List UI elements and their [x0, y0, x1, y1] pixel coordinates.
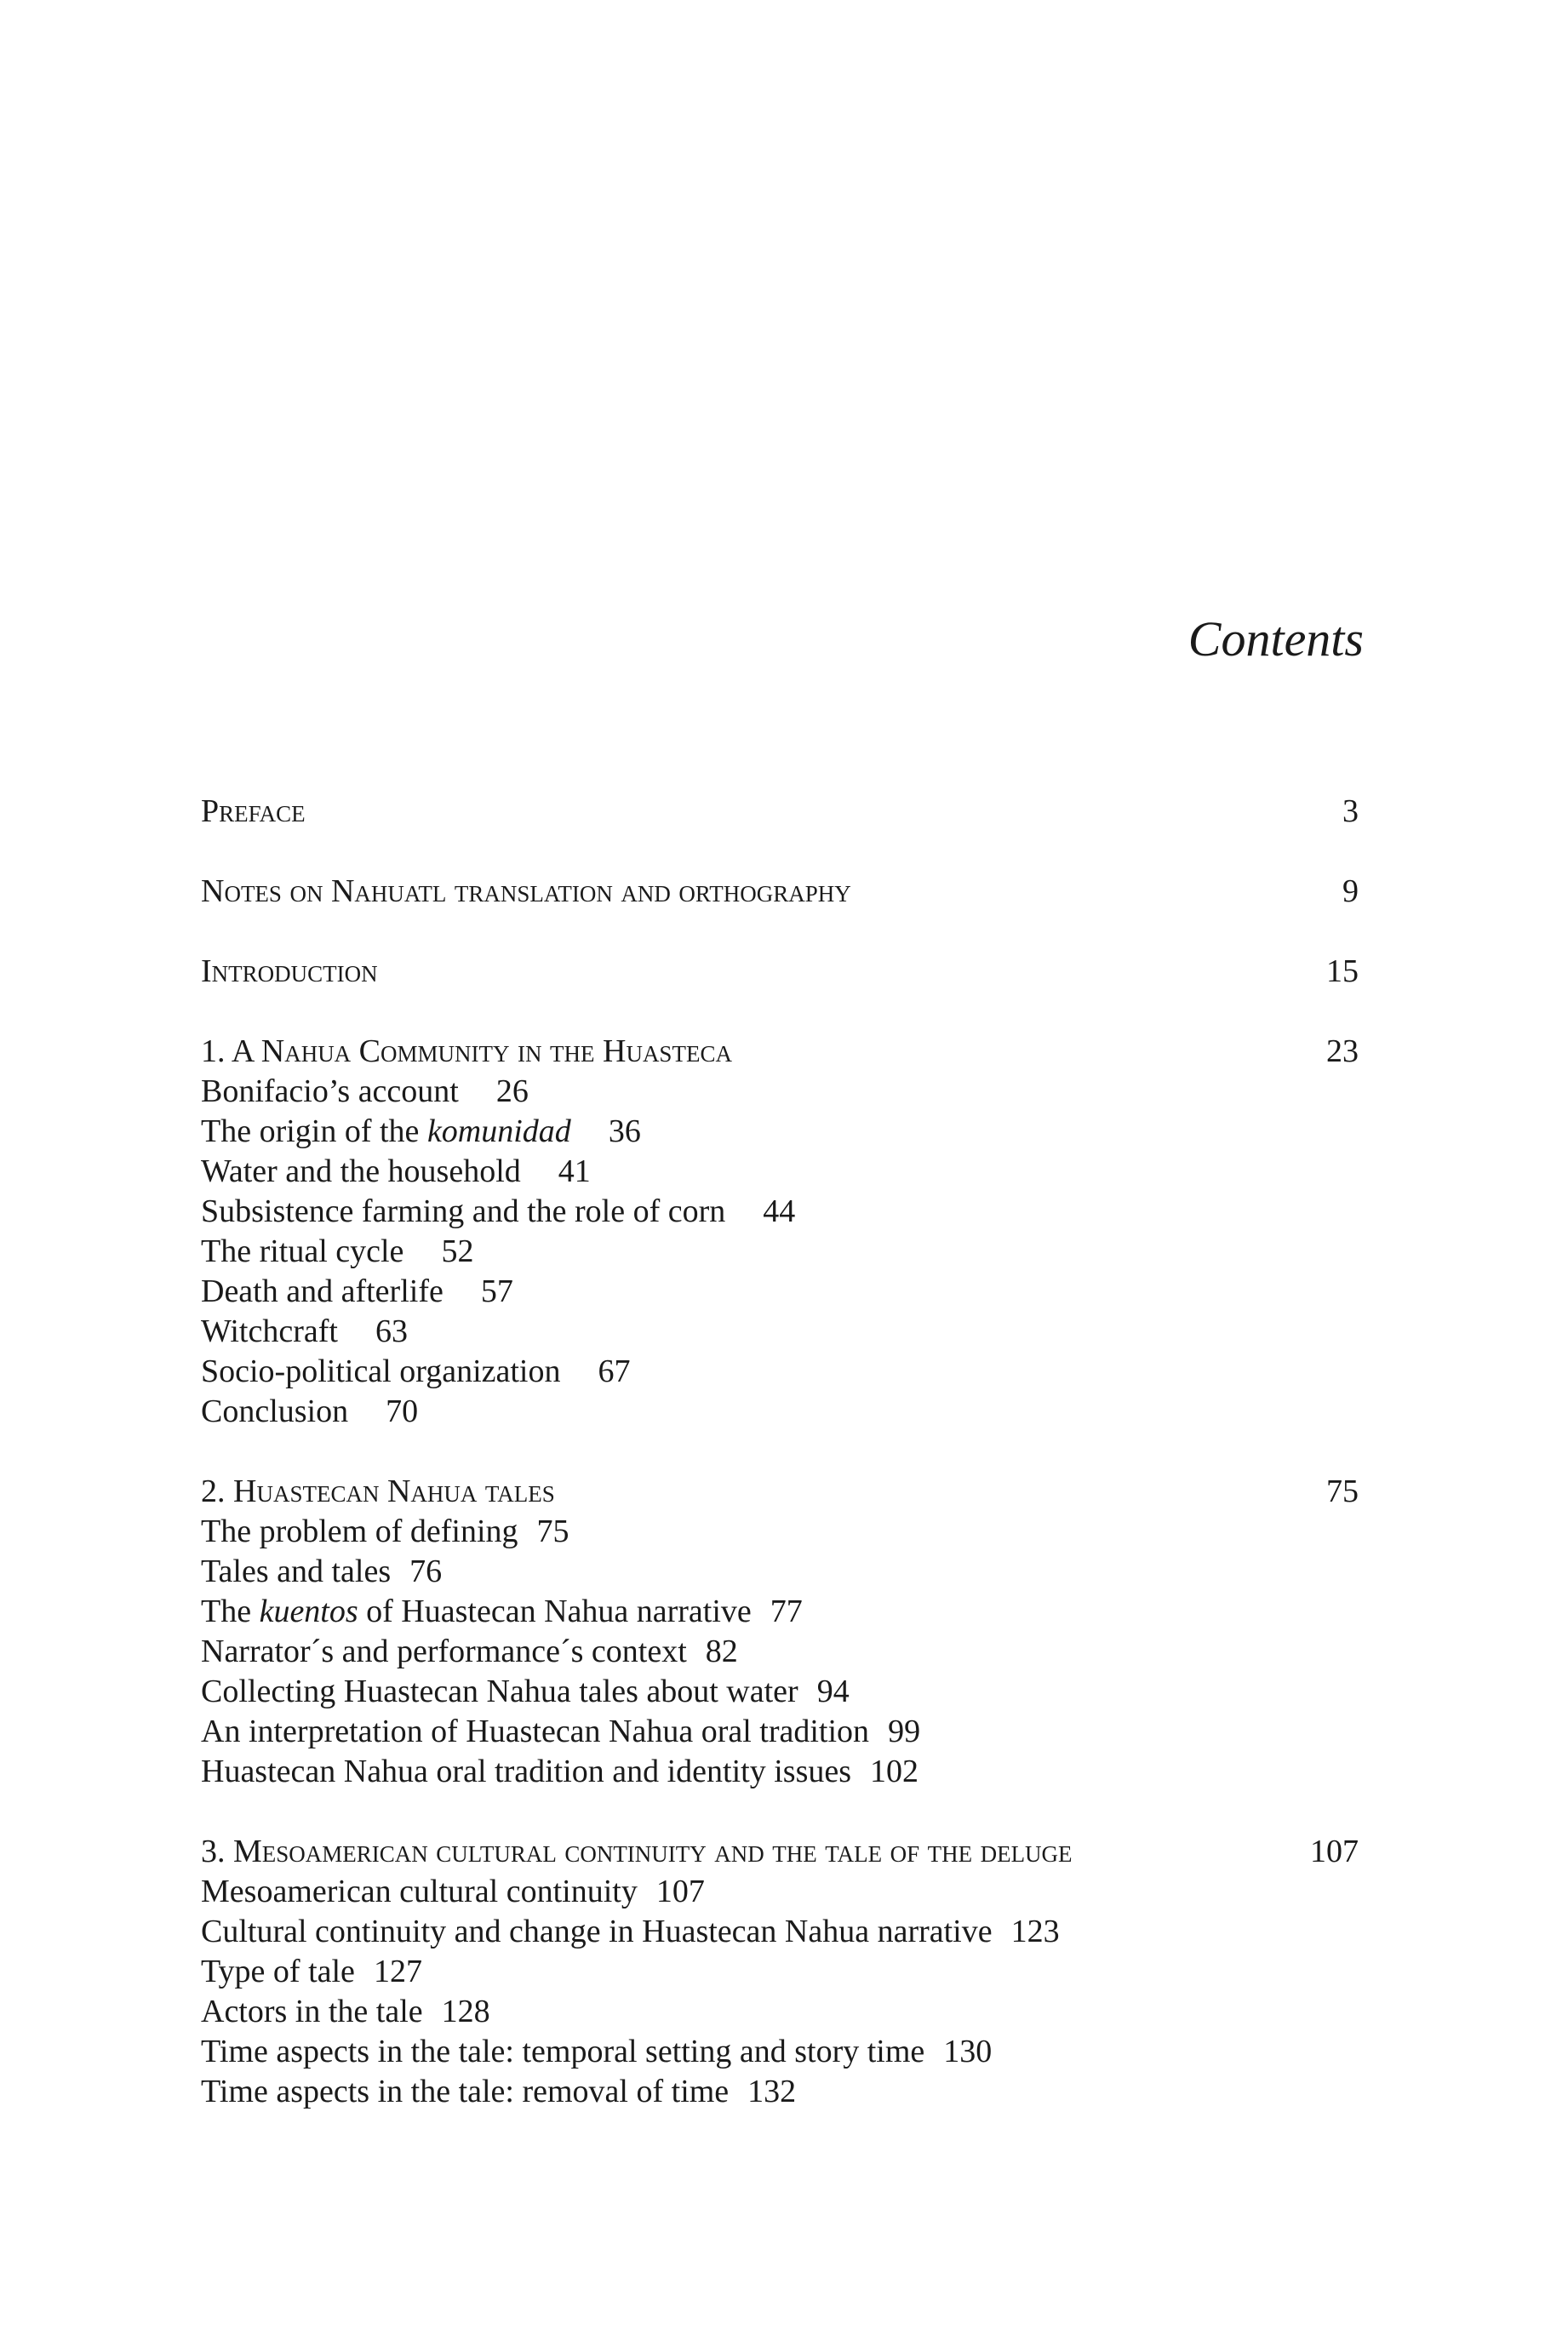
toc-entry[interactable] [201, 1512, 1359, 1552]
entry-page-number: 36 [608, 1113, 641, 1149]
entry-page-number: 70 [386, 1393, 419, 1429]
toc-entry[interactable] [201, 1352, 1359, 1392]
entry-page-number: 52 [441, 1233, 474, 1269]
entry-title-emphasis: kuentos [259, 1594, 358, 1629]
toc-entry[interactable] [201, 2032, 1359, 2072]
toc-entry[interactable] [201, 1192, 1359, 1232]
entry-title: Bonifacio’s account [201, 1073, 459, 1109]
entry-page-number: 77 [770, 1594, 803, 1629]
entry-title: Water and the household [201, 1153, 521, 1189]
entry-title: Witchcraft [201, 1313, 338, 1349]
entry-title: Narrator´s and performance´s context [201, 1634, 687, 1669]
entry-title: Cultural continuity and change in Huastecan Nahua narrative [201, 1914, 993, 1949]
chapter-page-number: 75 [1326, 1474, 1359, 1509]
toc-entry[interactable] [201, 1912, 1359, 1952]
chapter-title: 3. Mesoamerican cultural continuity and the tale of the deluge [201, 1834, 1073, 1869]
section-page-number: 15 [1326, 953, 1359, 989]
toc-entry[interactable] [201, 1672, 1359, 1712]
entry-title: An interpretation of Huastecan Nahua oral tradition [201, 1714, 870, 1749]
chapter-title: 2. Huastecan Nahua tales [201, 1474, 555, 1509]
section-heading[interactable] [201, 952, 1359, 992]
page-title: Contents [1187, 611, 1364, 667]
toc-entry[interactable] [201, 1992, 1359, 2032]
entry-page-number: 67 [598, 1353, 631, 1389]
toc-entry[interactable] [201, 1592, 1359, 1632]
entry-title: Collecting Huastecan Nahua tales about water [201, 1674, 798, 1709]
toc-entry[interactable] [201, 1552, 1359, 1592]
entry-page-number: 107 [655, 1874, 705, 1909]
chapter-page-number: 107 [1310, 1834, 1359, 1869]
toc-section-introduction [201, 952, 1359, 992]
entry-page-number: 123 [1010, 1914, 1060, 1949]
entry-title-start: The origin of the [201, 1113, 427, 1149]
chapter-heading[interactable] [201, 1032, 1359, 1072]
chapter-heading[interactable] [201, 1832, 1359, 1872]
entry-title: Time aspects in the tale: temporal setting and story time [201, 2034, 925, 2069]
section-heading[interactable] [201, 872, 1359, 912]
entry-title: Socio-political organization [201, 1353, 561, 1389]
section-page-number: 3 [1342, 793, 1359, 829]
entry-title: Death and afterlife [201, 1273, 444, 1309]
entry-title: Tales and tales [201, 1554, 392, 1589]
toc-entry[interactable] [201, 2072, 1359, 2112]
chapter-page-number: 23 [1326, 1033, 1359, 1069]
chapter-title: 1. A Nahua Community in the Huasteca [201, 1033, 732, 1069]
entry-title: The problem of defining [201, 1514, 518, 1549]
toc-section-chapter-1 [201, 1032, 1359, 1432]
entry-page-number: 127 [373, 1954, 422, 1989]
toc-entry[interactable] [201, 1272, 1359, 1312]
toc-section-chapter-3 [201, 1832, 1359, 2112]
toc-entry[interactable] [201, 1392, 1359, 1432]
entry-page-number: 130 [943, 2034, 993, 2069]
toc-entry[interactable] [201, 1872, 1359, 1912]
entry-page-number: 128 [441, 1994, 490, 2029]
entry-title: Huastecan Nahua oral tradition and identity issues [201, 1754, 852, 1789]
entry-page-number: 26 [495, 1073, 529, 1109]
chapter-heading[interactable] [201, 1472, 1359, 1512]
entry-page-number: 57 [480, 1273, 513, 1309]
entry-title: The ritual cycle [201, 1233, 404, 1269]
toc-entry[interactable] [201, 1752, 1359, 1792]
toc-entry[interactable] [201, 1072, 1359, 1112]
entry-title-end: of Huastecan Nahua narrative [358, 1594, 752, 1629]
toc-entry[interactable] [201, 1232, 1359, 1272]
entry-page-number: 75 [536, 1514, 569, 1549]
toc-section-chapter-2 [201, 1472, 1359, 1792]
section-title: Introduction [201, 953, 378, 989]
entry-page-number: 44 [763, 1193, 796, 1229]
entry-title: Time aspects in the tale: removal of time [201, 2074, 730, 2109]
toc-section-preface [201, 792, 1359, 832]
section-page-number: 9 [1342, 873, 1359, 909]
entry-page-number: 99 [888, 1714, 921, 1749]
entry-title: Type of tale [201, 1954, 355, 1989]
entry-title: Subsistence farming and the role of corn [201, 1193, 726, 1229]
toc-entry[interactable] [201, 1152, 1359, 1192]
entry-page-number: 102 [870, 1754, 919, 1789]
entry-page-number: 82 [705, 1634, 738, 1669]
toc-entry[interactable] [201, 1712, 1359, 1752]
toc-entry[interactable] [201, 1952, 1359, 1992]
toc-entry[interactable] [201, 1312, 1359, 1352]
entry-title: Conclusion [201, 1393, 349, 1429]
table-of-contents [201, 792, 1359, 2152]
entry-title: Actors in the tale [201, 1994, 423, 2029]
section-title: Notes on Nahuatl translation and orthography [201, 873, 851, 909]
entry-page-number: 63 [375, 1313, 408, 1349]
entry-page-number: 76 [409, 1554, 443, 1589]
section-heading[interactable] [201, 792, 1359, 832]
toc-section-notes [201, 872, 1359, 912]
entry-title-start: The [201, 1594, 260, 1629]
section-title: Preface [201, 793, 306, 829]
toc-entry[interactable] [201, 1632, 1359, 1672]
entry-page-number: 41 [558, 1153, 591, 1189]
entry-page-number: 132 [747, 2074, 797, 2109]
toc-entry[interactable] [201, 1112, 1359, 1152]
entry-page-number: 94 [816, 1674, 850, 1709]
entry-title-emphasis: komunidad [426, 1113, 571, 1149]
entry-title: Mesoamerican cultural continuity [201, 1874, 638, 1909]
